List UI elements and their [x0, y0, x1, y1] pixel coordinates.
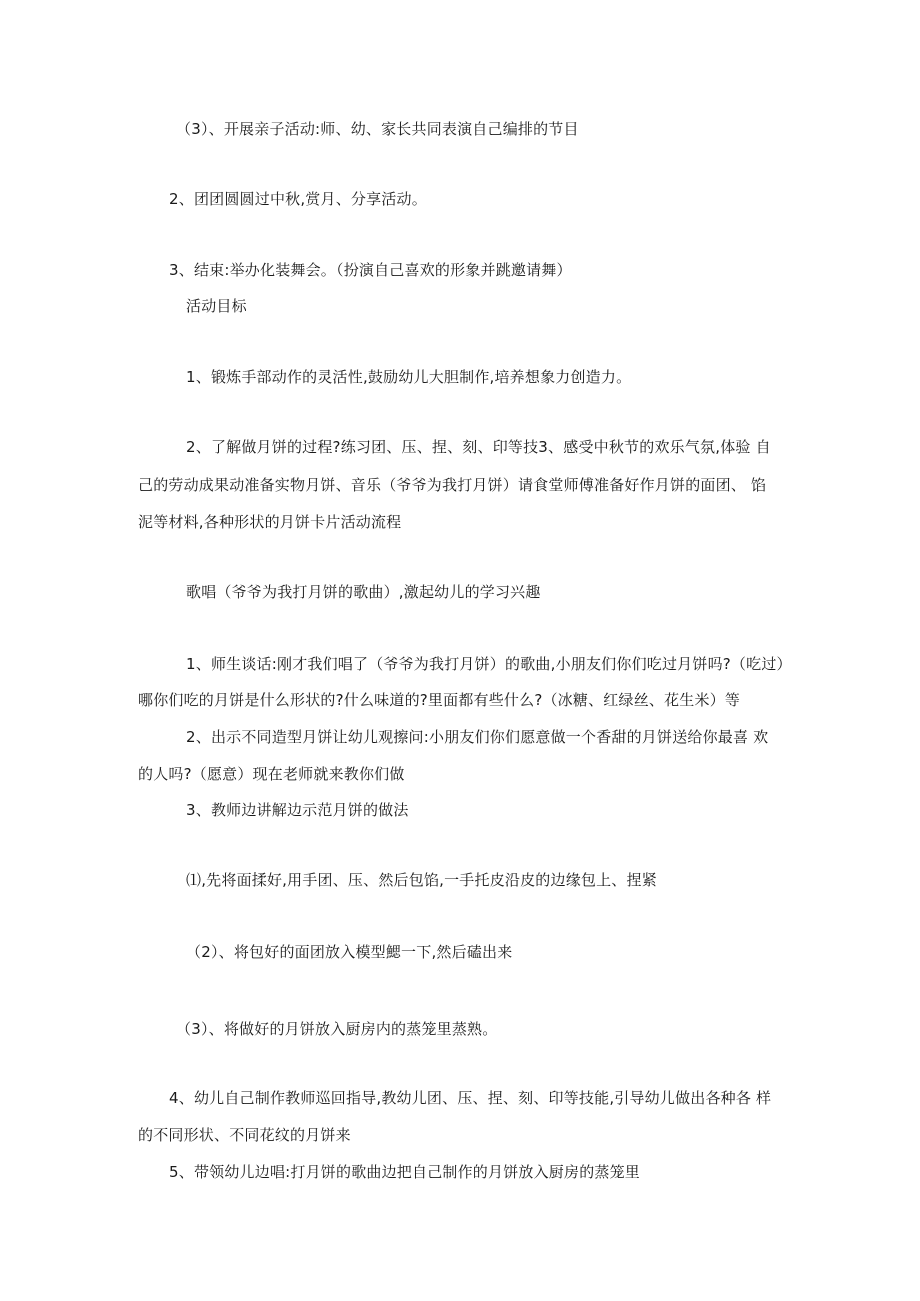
paragraph-line: 2、出示不同造型月饼让幼儿观擦问:小朋友们你们愿意做一个香甜的月饼送给你最喜 欢: [186, 728, 769, 746]
paragraph-line: 歌唱（爷爷为我打月饼的歌曲）,激起幼儿的学习兴趣: [186, 583, 541, 601]
paragraph-line: 2、团团圆圆过中秋,赏月、分享活动。: [169, 190, 427, 208]
paragraph-line: （2）、将包好的面团放入模型鰓一下,然后磕出来: [186, 943, 513, 961]
paragraph-line: 3、教师边讲解边示范月饼的做法: [186, 801, 409, 819]
paragraph-line: 哪你们吃的月饼是什么形状的?什么味道的?里面都有些什么?（冰糖、红绿丝、花生米）等: [138, 691, 741, 709]
paragraph-line: 的不同形状、不同花纹的月饼来: [138, 1126, 351, 1144]
paragraph-line: 3、结束:举办化装舞会。（扮演自己喜欢的形象并跳邀请舞）: [169, 261, 572, 279]
paragraph-line: 4、幼儿自己制作教师巡回指导,教幼儿团、压、捏、刻、印等技能,引导幼儿做出各种各 样: [169, 1089, 772, 1107]
paragraph-line: ⑴,先将面揉好,用手团、压、然后包馅,一手托皮沿皮的边缘包上、捏紧: [186, 871, 657, 889]
section-heading: 活动目标: [186, 297, 247, 315]
paragraph-line: 泥等材料,各种形状的月饼卡片活动流程: [138, 513, 402, 531]
paragraph-line: 1、师生谈话:刚才我们唱了（爷爷为我打月饼）的歌曲,小朋友们你们吃过月饼吗?（吃过）: [186, 655, 792, 673]
paragraph-line: 2、了解做月饼的过程?练习团、压、捏、刻、印等技3、感受中秋节的欢乐气氛,体验 自: [186, 438, 771, 456]
paragraph-line: 1、锻炼手部动作的灵活性,鼓励幼儿大胆制作,培养想象力创造力。: [186, 368, 632, 386]
paragraph-line: 的人吗?（愿意）现在老师就来教你们做: [138, 765, 405, 783]
paragraph-line: 己的劳动成果动准备实物月饼、音乐（爷爷为我打月饼）请食堂师傅准备好作月饼的面团、 馅: [138, 476, 767, 494]
paragraph-line: （3）、将做好的月饼放入厨房内的蒸笼里蒸熟。: [176, 1020, 498, 1038]
paragraph-line: （3）、开展亲子活动:师、幼、家长共同表演自己编排的节目: [176, 120, 579, 138]
paragraph-line: 5、带领幼儿边唱:打月饼的歌曲边把自己制作的月饼放入厨房的蒸笼里: [169, 1163, 641, 1181]
